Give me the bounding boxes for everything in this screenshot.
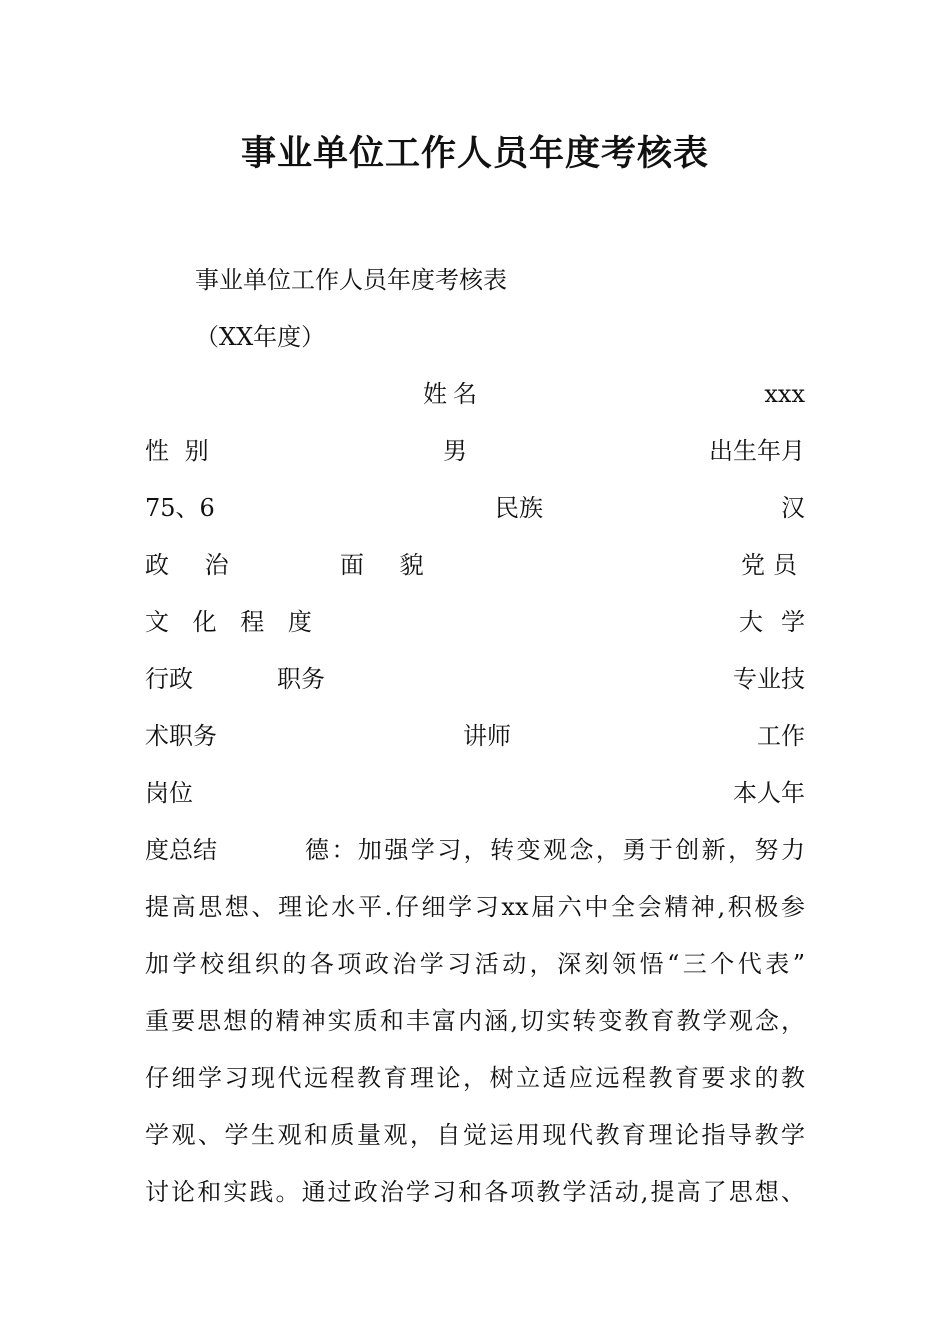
gender-label: 性 别 <box>145 437 209 465</box>
gender-value: 男 <box>443 437 467 465</box>
tech-value: 讲师 <box>463 722 511 750</box>
education-value: 大学 <box>739 608 823 636</box>
tech-label-2: 术职务 <box>145 722 217 750</box>
row-birth <box>145 480 805 537</box>
name-value: xxx <box>764 380 805 408</box>
row-tech <box>145 708 805 765</box>
admin-label-2: 职务 <box>277 665 325 693</box>
political-value: 党员 <box>741 551 805 579</box>
row-admin <box>145 651 805 708</box>
row-post <box>145 765 805 822</box>
summary-line: 重要思想的精神实质和丰富内涵,切实转变教育教学观念， <box>145 1007 805 1035</box>
summary-line: 德：加强学习，转变观念，勇于创新，努力 <box>305 836 805 864</box>
ethnicity-value: 汉 <box>781 494 805 522</box>
row-education <box>145 594 823 651</box>
form-year: （XX年度） <box>195 323 326 351</box>
row-summary-start <box>145 822 805 879</box>
birth-label: 出生年月 <box>709 437 805 465</box>
political-label-2: 面 貌 <box>340 551 424 579</box>
summary-label-2: 度总结 <box>145 836 217 864</box>
post-label-1: 工作 <box>757 722 805 750</box>
admin-label-1: 行政 <box>145 665 193 693</box>
summary-line: 提高思想、理论水平.仔细学习xx届六中全会精神,积极参 <box>145 893 805 921</box>
row-political <box>145 537 805 594</box>
political-label-1: 政 治 <box>145 551 229 579</box>
birth-value: 75、6 <box>145 494 215 522</box>
summary-line: 仔细学习现代远程教育理论，树立适应远程教育要求的教 <box>145 1064 805 1092</box>
post-label-2: 岗位 <box>145 779 193 807</box>
summary-line: 加学校组织的各项政治学习活动，深刻领悟“三个代表” <box>145 950 805 978</box>
form-subtitle: 事业单位工作人员年度考核表 <box>195 266 507 294</box>
tech-label-1: 专业技 <box>733 665 805 693</box>
summary-line: 学观、学生观和质量观，自觉运用现代教育理论指导教学 <box>145 1121 805 1149</box>
summary-line: 讨论和实践。通过政治学习和各项教学活动,提高了思想、 <box>145 1178 805 1206</box>
row-gender <box>145 423 805 480</box>
ethnicity-label: 民族 <box>495 494 543 522</box>
row-name <box>145 366 805 423</box>
education-label: 文 化 程 度 <box>145 608 312 636</box>
summary-label-1: 本人年 <box>733 779 805 807</box>
page-title: 事业单位工作人员年度考核表 <box>240 134 709 174</box>
name-label: 姓名 <box>423 380 483 408</box>
